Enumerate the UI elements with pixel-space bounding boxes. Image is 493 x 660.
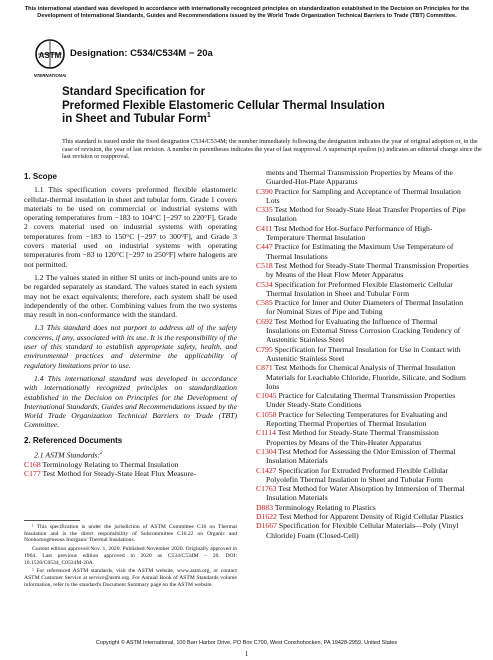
reference-code-link[interactable]: C1427 bbox=[256, 465, 277, 475]
astm-standards-mark: 2 bbox=[100, 451, 103, 457]
reference-code-link[interactable]: C1114 bbox=[256, 428, 276, 438]
document-title bbox=[62, 86, 482, 127]
reference-code-link[interactable]: C692 bbox=[256, 316, 273, 326]
title-line-3-text: in Sheet and Tubular Form bbox=[62, 113, 207, 125]
reference-continuation: ments and Thermal Transmission Properties by Means of the Guarded-Hot-Plate Apparatus bbox=[266, 168, 453, 187]
logo-text: ASTM bbox=[38, 51, 62, 60]
reference-title: Test Method for Steady-State Thermal Transmission Properties by Means of the Heat Flow Meter Apparatus bbox=[266, 260, 469, 280]
reference-title: Specification for Flexible Cellular Materials—Poly (Vinyl Chloride) Foam (Closed-Cell) bbox=[266, 521, 459, 540]
reference-item bbox=[256, 503, 469, 512]
reference-item bbox=[256, 261, 469, 280]
reference-item bbox=[256, 466, 469, 485]
reference-code-link[interactable]: D883 bbox=[256, 502, 274, 512]
reference-code-link[interactable]: C447 bbox=[256, 242, 273, 252]
right-column bbox=[256, 168, 469, 540]
reference-code-link[interactable]: C335 bbox=[256, 205, 273, 215]
astm-standards-subheading bbox=[24, 449, 237, 460]
reference-title: Test Method for Steady-State Thermal Transmission Properties by Means of the Thin-Heater Apparatus bbox=[266, 428, 439, 447]
footnotes bbox=[24, 524, 237, 590]
reference-item bbox=[256, 224, 469, 243]
reference-title: Test Method for Evaluating the Influence of Thermal Insulations on External Stress Corrosion Cracking Tendency of Austenitic Stainless Steel bbox=[266, 316, 461, 345]
footnote: ¹ This specification is under the jurisdiction of ASTM Committee C16 on Thermal Insulation and is the direct responsibility of Subcommittee C16.22 on Organic and Nonhomogeneous Inorganic Thermal Insulations. bbox=[24, 524, 237, 544]
reference-code-link[interactable]: C534 bbox=[256, 279, 273, 289]
reference-title: Test Method for Assessing the Odor Emission of Thermal Insulation Materials bbox=[266, 446, 456, 466]
references-heading: 2. Referenced Documents bbox=[24, 435, 123, 445]
reference-code-link[interactable]: C1763 bbox=[256, 484, 277, 494]
scope-paragraph-1-4: 1.4 This international standard was developed in accordance with internationally recognized principles on standardization established in the Decision on Principles for the Development of International Standards, Guides and Recommendations issued by the World Trade Organization Technical Barriers to Trade (TBT) Committee. bbox=[24, 373, 237, 430]
reference-title: Test Method for Steady-State Heat Transfer Properties of Pipe Insulation bbox=[266, 205, 466, 224]
title-line-1: Standard Specification for bbox=[62, 86, 206, 98]
copyright-line: Copyright © ASTM International, 100 Barr Harbor Drive, PO Box C700, West Conshohocken, PA 19428-2959. United States bbox=[95, 640, 398, 646]
reference-code-link[interactable]: C390 bbox=[256, 186, 273, 196]
standard-note: This standard is issued under the fixed designation C534/C534M; the number immediately following the designation indicates the year of original adoption or, in the case of revision, the year of last revision. A number in parentheses indicates the year of last reapproval. A superscript epsilon (ε) indicates an editorial change since the last revision or reapproval. bbox=[62, 138, 482, 161]
reference-code-link[interactable]: C795 bbox=[256, 344, 273, 354]
reference-item bbox=[256, 317, 469, 345]
reference-title: Test Method for Steady-State Heat Flux Measure- bbox=[40, 469, 197, 479]
footnote: ² For referenced ASTM standards, visit the ASTM website, www.astm.org, or contact ASTM Customer Service at service@astm.org. For Annual Book of ASTM Standards volume information, refer to the standard's Document Summary page on the ASTM website. bbox=[24, 568, 237, 588]
reference-item bbox=[256, 205, 469, 224]
reference-code-link[interactable]: C1058 bbox=[256, 409, 277, 419]
footnote-divider bbox=[24, 520, 80, 521]
reference-list-left bbox=[24, 460, 237, 479]
astm-logo bbox=[34, 38, 66, 80]
reference-code-link[interactable]: C585 bbox=[256, 298, 273, 308]
reference-title: Test Method for Water Absorption by Immersion of Thermal Insulation Materials bbox=[266, 484, 465, 503]
reference-title: Practice for Selecting Temperatures for Evaluating and Reporting Thermal Properties of Thermal Insulation bbox=[266, 409, 448, 429]
reference-code-link[interactable]: D1667 bbox=[256, 521, 277, 531]
reference-item bbox=[24, 469, 237, 478]
reference-item bbox=[256, 484, 469, 503]
reference-code-link[interactable]: C1304 bbox=[256, 446, 277, 456]
development-notice: This international standard was developed in accordance with internationally recognized principles on standardization established in the Decision on Principles for the Development of International Standards, Guides and Recommendations issued by the World Trade Organization Technical Barriers to Trade (TBT) Committee. bbox=[24, 6, 470, 19]
reference-item bbox=[256, 242, 469, 261]
scope-paragraph-1-1: 1.1 This specification covers preformed flexible elastomeric cellular-thermal insulation in sheet and tubular form. Grade 1 covers materials to be used on commercial or industrial systems with operating temperatures from −183 to 104°C [−297 to 220°F], Grade 2 covers material used on industrial systems with operating temperatures from −183 to 150°C [−297 to 300°F], and Grade 3 covers material used on industrial systems with operating temperatures from −83 to 120°C [−297 to 250°F] where halogens are not permitted. bbox=[24, 185, 237, 269]
reference-code-link[interactable]: C177 bbox=[24, 469, 41, 479]
reference-code-link[interactable]: C518 bbox=[256, 260, 273, 270]
left-column bbox=[24, 172, 237, 478]
reference-item bbox=[256, 512, 469, 521]
reference-title: Specification for Preformed Flexible Elastomeric Cellular Thermal Insulation in Sheet and Tubular Form bbox=[266, 279, 453, 298]
reference-code-link[interactable]: C1045 bbox=[256, 391, 277, 401]
reference-title: Practice for Sampling and Acceptance of Thermal Insulation Lots bbox=[266, 186, 461, 205]
reference-item bbox=[256, 447, 469, 466]
reference-title: Terminology Relating to Thermal Insulation bbox=[40, 459, 179, 469]
scope-paragraph-1-2: 1.2 The values stated in either SI units or inch-pound units are to be regarded separately as standard. The values stated in each system may not be exact equivalents; therefore, each system shall be used independently of the other. Combining values from the two systems may result in non-conformance with the standard. bbox=[24, 272, 237, 320]
reference-item bbox=[24, 460, 237, 469]
reference-item bbox=[256, 363, 469, 391]
reference-list-right bbox=[256, 187, 469, 540]
reference-title: Specification for Thermal Insulation for Use in Contact with Austenitic Stainless Steel bbox=[266, 344, 461, 363]
title-line-2: Preformed Flexible Elastomeric Cellular Thermal Insulation bbox=[62, 99, 385, 112]
footnote: Current edition approved Nov. 1, 2020. Published November 2020. Originally approved in 1964. Last previous edition approved in 2020 as C534/C534M – 20. DOI: 10.1520/C0534_C0534M-20A. bbox=[24, 546, 237, 566]
reference-title: Practice for Calculating Thermal Transmission Properties Under Steady-State Conditions bbox=[266, 391, 456, 410]
reference-item bbox=[256, 521, 469, 540]
reference-title: Practice for Inner and Outer Diameters of Thermal Insulation for Nominal Sizes of Pipe and Tubing bbox=[266, 298, 464, 317]
title-line-3 bbox=[62, 113, 482, 127]
logo-subtext: INTERNATIONAL bbox=[34, 73, 66, 78]
page-number: 1 bbox=[244, 650, 249, 658]
reference-code-link[interactable]: D1622 bbox=[256, 511, 277, 521]
reference-item bbox=[256, 298, 469, 317]
designation: Designation: C534/C534M − 20a bbox=[70, 48, 213, 59]
reference-item bbox=[256, 187, 469, 206]
reference-item bbox=[256, 391, 469, 410]
reference-title: Test Method for Apparent Density of Rigid Cellular Plastics bbox=[276, 511, 464, 521]
reference-title: Practice for Estimating the Maximum Use Temperature of Thermal Insulations bbox=[266, 242, 454, 261]
reference-title: Terminology Relating to Plastics bbox=[273, 502, 376, 512]
astm-logo-icon bbox=[34, 38, 66, 80]
astm-standards-label: 2.1 ASTM Standards: bbox=[34, 450, 100, 460]
scope-paragraph-1-3: 1.3 This standard does not purport to address all of the safety concerns, if any, associated with its use. It is the responsibility of the user of this standard to establish appropriate safety, health, and environmental practices and determine the applicability of regulatory limitations prior to use. bbox=[24, 323, 237, 370]
scope-heading: 1. Scope bbox=[24, 172, 57, 181]
reference-code-link[interactable]: C411 bbox=[256, 223, 273, 233]
reference-code-link[interactable]: C871 bbox=[256, 363, 273, 373]
reference-item bbox=[256, 410, 469, 429]
reference-item bbox=[256, 280, 469, 299]
title-footnote-mark: 1 bbox=[206, 112, 211, 120]
reference-title: Test Methods for Chemical Analysis of Thermal Insulation Materials for Leachable Chloride, Fluoride, Silicate, and Sodium Ions bbox=[266, 363, 466, 391]
reference-code-link[interactable]: C168 bbox=[24, 459, 41, 469]
reference-title: Specification for Extruded Preformed Flexible Cellular Polyolefin Thermal Insulation in Sheet and Tubular Form bbox=[266, 465, 449, 484]
reference-title: Test Method for Hot-Surface Performance of High-Temperature Thermal Insulation bbox=[266, 223, 433, 243]
reference-item bbox=[256, 345, 469, 364]
reference-item bbox=[256, 428, 469, 447]
